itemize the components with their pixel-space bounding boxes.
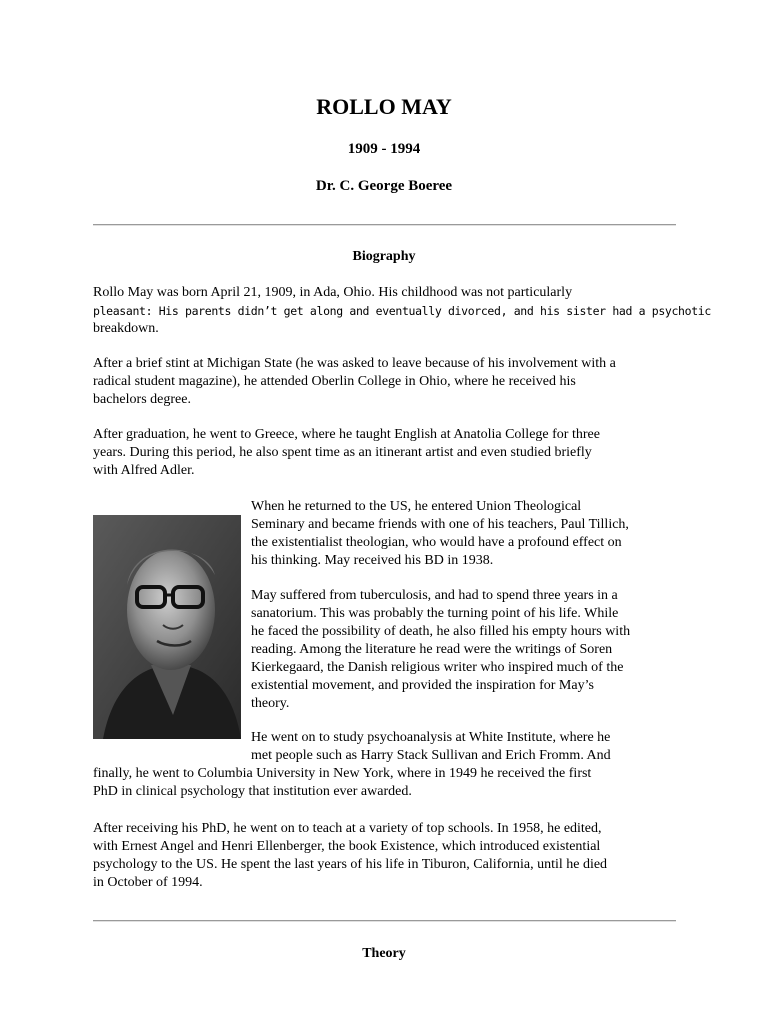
paragraph-line: Seminary and became friends with one of his teachers, Paul Tillich, — [251, 517, 629, 532]
paragraph-line: He went on to study psychoanalysis at White Institute, where he — [251, 730, 611, 745]
paragraph-line: with Alfred Adler. — [93, 463, 195, 478]
paragraph-line: in October of 1994. — [93, 875, 203, 890]
paragraph-line: Kierkegaard, the Danish religious writer who inspired much of the — [251, 660, 624, 675]
biography-heading: Biography — [352, 249, 416, 264]
paragraph-line: After graduation, he went to Greece, where he taught English at Anatolia College for three — [93, 427, 600, 442]
biography-paragraph-4 — [251, 498, 681, 570]
biography-paragraph-7 — [93, 820, 678, 892]
paragraph-line: After receiving his PhD, he went on to teach at a variety of top schools. In 1958, he edited, — [93, 821, 602, 836]
paragraph-line: pleasant: His parents didn’t get along and eventually divorced, and his sister had a psychotic — [93, 304, 711, 318]
theory-heading: Theory — [362, 946, 406, 961]
biography-paragraph-6 — [93, 765, 678, 801]
portrait-illustration — [93, 515, 241, 739]
author-name: Dr. C. George Boeree — [315, 178, 453, 194]
paragraph-line: theory. — [251, 696, 290, 711]
portrait-photo — [93, 515, 241, 739]
bottom-divider — [93, 920, 676, 922]
paragraph-line: sanatorium. This was probably the turning point of his life. While — [251, 606, 619, 621]
biography-paragraph-3 — [93, 426, 678, 480]
paragraph-line: existential movement, and provided the inspiration for May’s — [251, 678, 594, 693]
paragraph-line: When he returned to the US, he entered Union Theological — [251, 499, 582, 514]
paragraph-line: May suffered from tuberculosis, and had to spend three years in a — [251, 588, 618, 603]
paragraph-line: bachelors degree. — [93, 392, 191, 407]
paragraph-line: After a brief stint at Michigan State (he was asked to leave because of his involvement with a — [93, 356, 616, 371]
paragraph-line: met people such as Harry Stack Sullivan and Erich Fromm. And — [251, 748, 611, 763]
paragraph-line: the existentialist theologian, who would have a profound effect on — [251, 535, 622, 550]
biography-paragraph-5 — [251, 587, 681, 713]
paragraph-line: with Ernest Angel and Henri Ellenberger, the book Existence, which introduced existential — [93, 839, 601, 854]
paragraph-line: radical student magazine), he attended Oberlin College in Ohio, where he received his — [93, 374, 576, 389]
biography-paragraph-1 — [93, 284, 711, 338]
biography-paragraph-2 — [93, 355, 678, 409]
paragraph-line: years. During this period, he also spent time as an itinerant artist and even studied briefly — [93, 445, 592, 460]
page-title: ROLLO MAY — [316, 94, 452, 119]
life-years: 1909 - 1994 — [347, 141, 421, 157]
paragraph-line: psychology to the US. He spent the last years of his life in Tiburon, California, until he died — [93, 857, 608, 872]
paragraph-line: his thinking. May received his BD in 1938. — [251, 553, 494, 568]
paragraph-line: breakdown. — [93, 321, 159, 336]
paragraph-line: PhD in clinical psychology that institution ever awarded. — [93, 784, 412, 799]
top-divider — [93, 224, 676, 226]
biography-paragraph-6-side — [251, 729, 681, 765]
paragraph-line: he faced the possibility of death, he also filled his empty hours with — [251, 624, 631, 639]
paragraph-line: Rollo May was born April 21, 1909, in Ada, Ohio. His childhood was not particularly — [93, 285, 573, 300]
paragraph-line: reading. Among the literature he read were the writings of Soren — [251, 642, 613, 657]
paragraph-line: finally, he went to Columbia University in New York, where in 1949 he received the first — [93, 766, 592, 781]
